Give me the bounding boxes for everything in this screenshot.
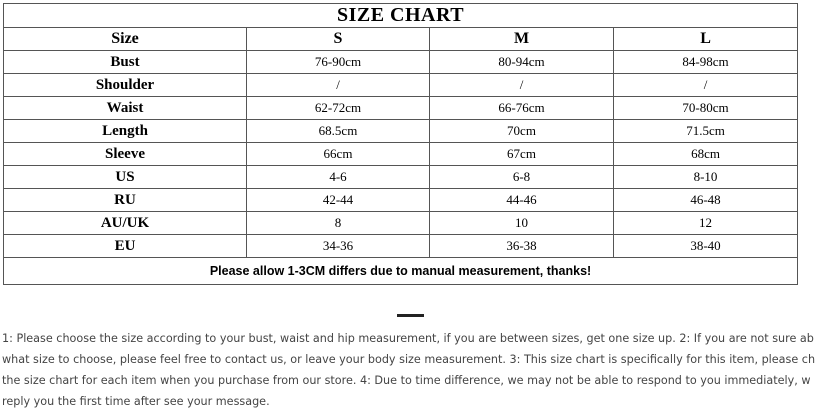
table-cell: 36-38	[430, 235, 614, 258]
table-cell: 68cm	[614, 143, 798, 166]
chart-title: SIZE CHART	[4, 4, 798, 28]
column-header: S	[247, 28, 430, 51]
instruction-line: what size to choose, please feel free to contact us, or leave your body size measurement. 3: This size chart is specifically for this item, please ch	[2, 353, 815, 366]
table-cell: 38-40	[614, 235, 798, 258]
table-row	[4, 120, 798, 143]
table-cell: 68.5cm	[247, 120, 430, 143]
table-cell: /	[430, 74, 614, 97]
table-row	[4, 189, 798, 212]
table-row	[4, 51, 798, 74]
table-cell: 4-6	[247, 166, 430, 189]
section-divider	[397, 314, 424, 317]
table-row	[4, 235, 798, 258]
table-row	[4, 143, 798, 166]
column-header: M	[430, 28, 614, 51]
table-cell: 71.5cm	[614, 120, 798, 143]
table-cell: /	[247, 74, 430, 97]
instruction-line: the size chart for each item when you purchase from our store. 4: Due to time difference, we may not be able to respond to you immediately, w	[2, 374, 811, 387]
table-cell: 8-10	[614, 166, 798, 189]
table-cell: 44-46	[430, 189, 614, 212]
table-cell: 8	[247, 212, 430, 235]
column-header: Size	[4, 28, 247, 51]
table-cell: 34-36	[247, 235, 430, 258]
table-cell: 70-80cm	[614, 97, 798, 120]
row-label: RU	[4, 189, 247, 212]
table-cell: /	[614, 74, 798, 97]
row-label: EU	[4, 235, 247, 258]
table-cell: 46-48	[614, 189, 798, 212]
table-cell: 67cm	[430, 143, 614, 166]
table-row	[4, 74, 798, 97]
row-label: Bust	[4, 51, 247, 74]
table-cell: 80-94cm	[430, 51, 614, 74]
table-cell: 10	[430, 212, 614, 235]
size-chart	[3, 3, 797, 285]
row-label: Length	[4, 120, 247, 143]
table-cell: 66cm	[247, 143, 430, 166]
row-label: US	[4, 166, 247, 189]
row-label: Shoulder	[4, 74, 247, 97]
table-row	[4, 212, 798, 235]
table-cell: 62-72cm	[247, 97, 430, 120]
row-label: Sleeve	[4, 143, 247, 166]
size-table	[3, 3, 798, 285]
header-row	[4, 28, 798, 51]
instructions-text	[2, 328, 815, 408]
table-cell: 84-98cm	[614, 51, 798, 74]
row-label: AU/UK	[4, 212, 247, 235]
table-cell: 42-44	[247, 189, 430, 212]
column-header: L	[614, 28, 798, 51]
row-label: Waist	[4, 97, 247, 120]
table-cell: 76-90cm	[247, 51, 430, 74]
table-cell: 70cm	[430, 120, 614, 143]
table-cell: 12	[614, 212, 798, 235]
table-row	[4, 97, 798, 120]
table-cell: 6-8	[430, 166, 614, 189]
instruction-line: reply you the first time after see your message.	[2, 395, 270, 408]
instruction-line: 1: Please choose the size according to your bust, waist and hip measurement, if you are between sizes, get one size up. 2: If you are not sure ab	[2, 332, 814, 345]
measurement-note: Please allow 1-3CM differs due to manual measurement, thanks!	[4, 258, 798, 285]
table-cell: 66-76cm	[430, 97, 614, 120]
table-row	[4, 166, 798, 189]
